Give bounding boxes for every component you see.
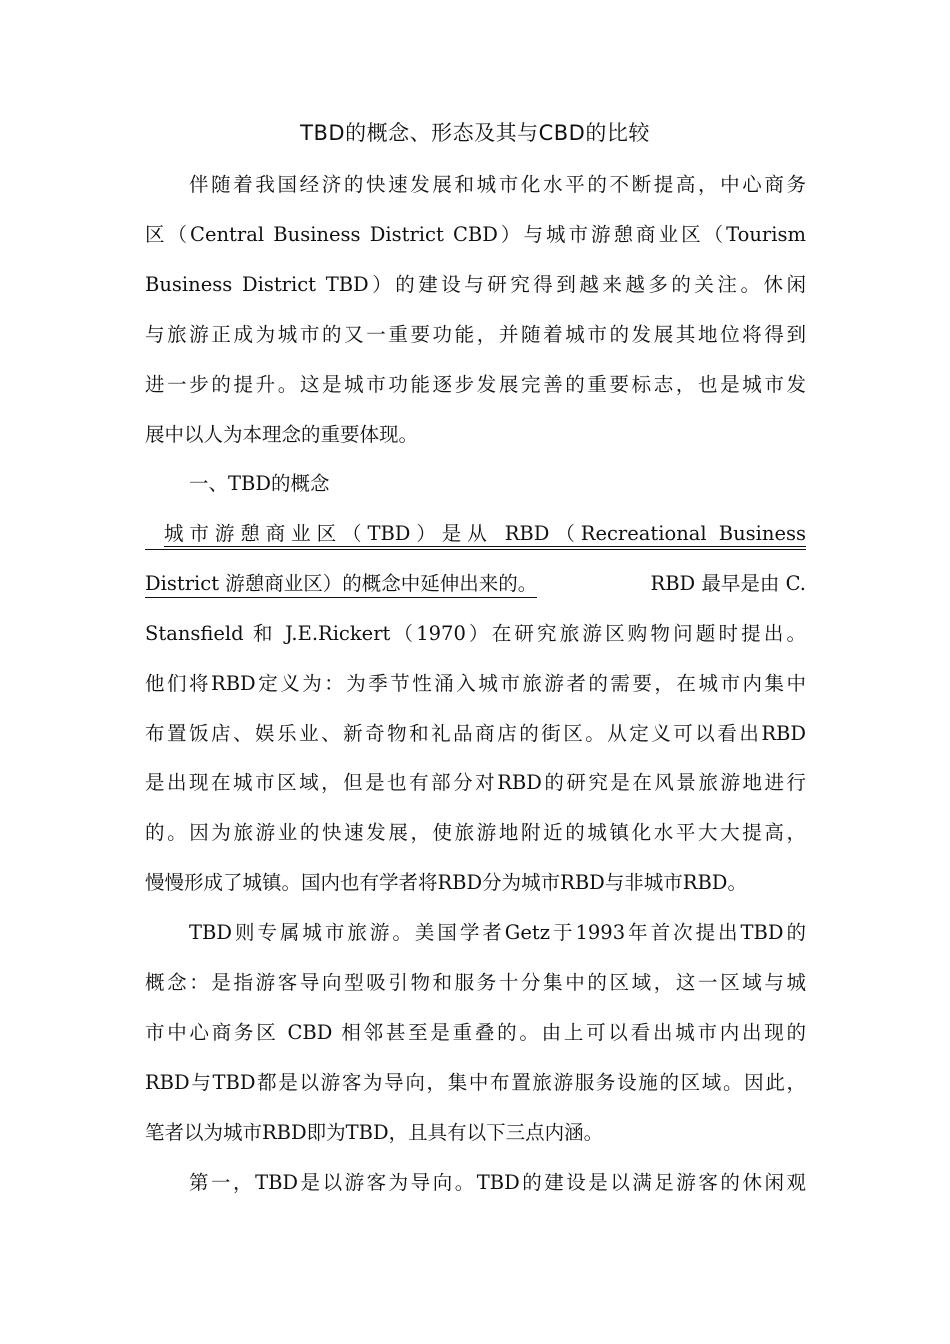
paragraph-line: 与旅游正成为城市的又一重要功能，并随着城市的发展其地位将得到 <box>145 323 806 346</box>
underlined-text: District 游憩商业区）的概念中延伸出来的。 <box>145 572 537 598</box>
paragraph-line: 伴随着我国经济的快速发展和城市化水平的不断提高，中心商务 <box>189 173 806 196</box>
paragraph-line: RBD与TBD都是以游客为导向，集中布置旅游服务设施的区域。因此， <box>145 1071 806 1094</box>
paragraph-line: 他们将RBD定义为：为季节性涌入城市旅游者的需要，在城市内集中 <box>145 672 806 695</box>
paragraph-line: 慢慢形成了城镇。国内也有学者将RBD分为城市RBD与非城市RBD。 <box>145 871 747 894</box>
paragraph-line: 的。因为旅游业的快速发展，使旅游地附近的城镇化水平大大提高， <box>145 821 806 844</box>
paragraph-line-mixed <box>145 569 806 599</box>
paragraph-text: RBD 最早是由 C. <box>650 572 806 595</box>
paragraph-line: 概念：是指游客导向型吸引物和服务十分集中的区域，这一区域与城 <box>145 971 806 994</box>
document-title: TBD的概念、形态及其与CBD的比较 <box>300 121 650 145</box>
paragraph-line: 市中心商务区 CBD 相邻甚至是重叠的。由上可以看出城市内出现的 <box>145 1021 806 1044</box>
paragraph-line: 第一，TBD是以游客为导向。TBD的建设是以满足游客的休闲观 <box>189 1171 806 1194</box>
underlined-line: 城市游憩商业区（TBD）是从 RBD（Recreational Business <box>145 519 806 550</box>
paragraph-line: 区（Central Business District CBD）与城市游憩商业区（Tourism <box>145 223 806 246</box>
paragraph-line: TBD则专属城市旅游。美国学者Getz于1993年首次提出TBD的 <box>189 921 806 944</box>
section-heading: 一、TBD的概念 <box>189 472 330 495</box>
paragraph-line: 展中以人为本理念的重要体现。 <box>145 423 419 446</box>
paragraph-line: 笔者以为城市RBD即为TBD，且具有以下三点内涵。 <box>145 1121 604 1144</box>
paragraph-line: 进一步的提升。这是城市功能逐步发展完善的重要标志，也是城市发 <box>145 373 806 396</box>
paragraph-line: Business District TBD）的建设与研究得到越来越多的关注。休闲 <box>145 273 806 296</box>
paragraph-line: 是出现在城市区域，但是也有部分对RBD的研究是在风景旅游地进行 <box>145 771 806 794</box>
paragraph-line: Stansfield 和 J.E.Rickert（1970）在研究旅游区购物问题时提出。 <box>145 622 806 645</box>
paragraph-line: 布置饭店、娱乐业、新奇物和礼品商店的街区。从定义可以看出RBD <box>145 722 806 745</box>
